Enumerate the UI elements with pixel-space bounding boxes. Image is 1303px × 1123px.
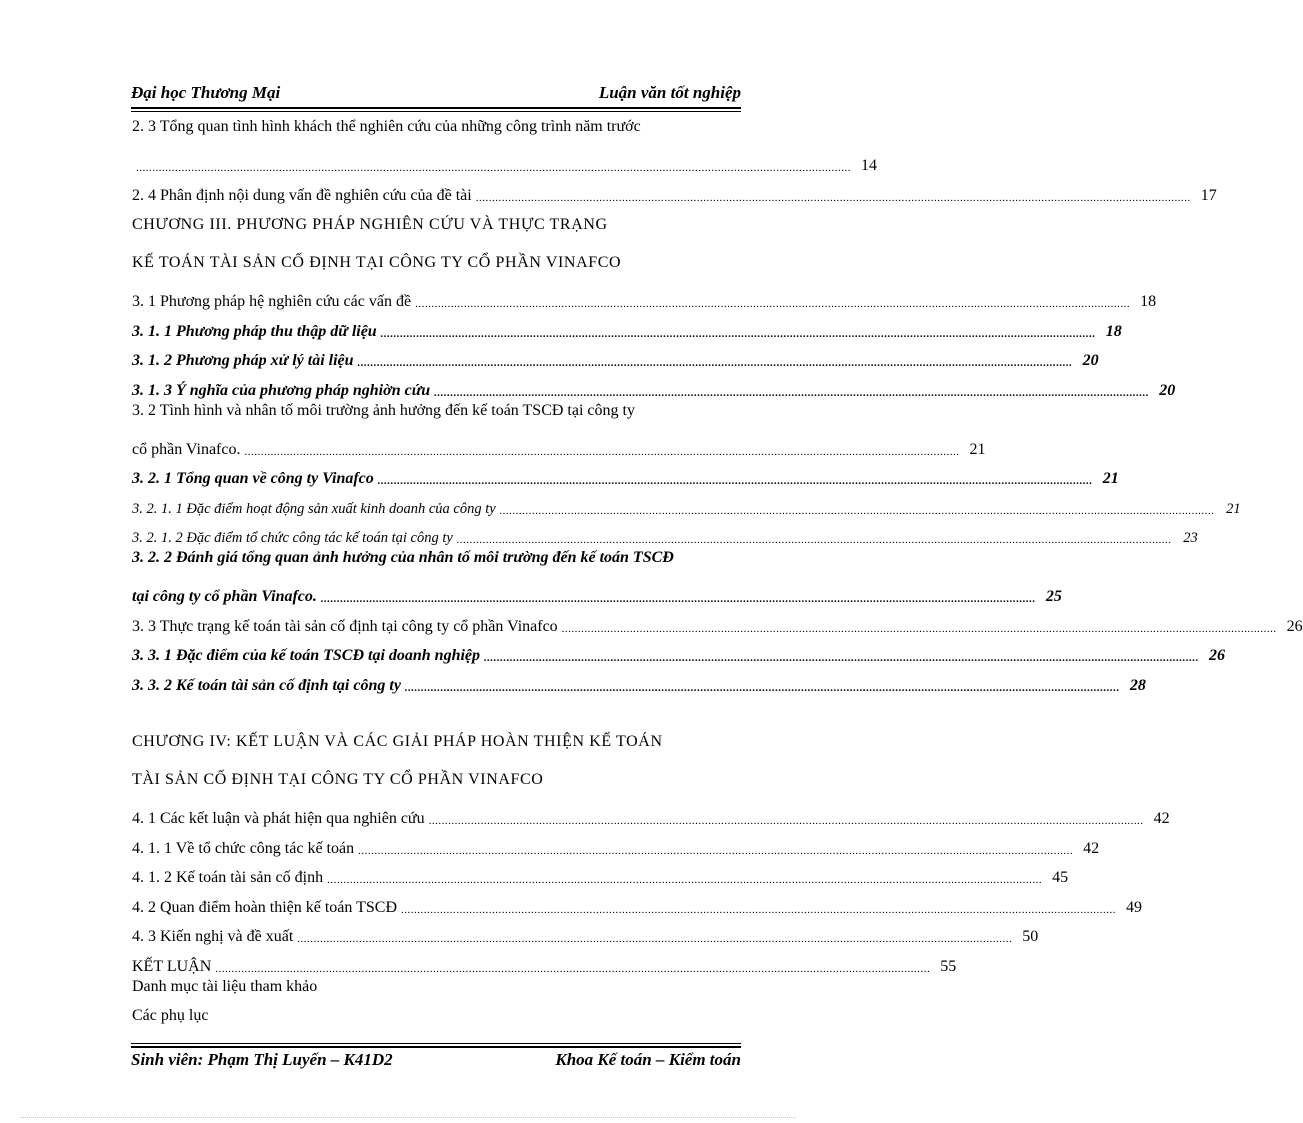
toc-entry xyxy=(132,283,1157,313)
toc-entry-title: 3. 3. 2 Kế toán tài sản cố định tại công ty xyxy=(132,676,401,694)
toc-entry xyxy=(132,548,735,578)
page-header xyxy=(131,80,741,108)
toc-entry xyxy=(132,519,1198,549)
toc-dot-leader: ............................................................................................................................................................................................................................ xyxy=(297,933,1013,945)
toc-entry-title: 3. 2. 1 Tổng quan về công ty Vinafco xyxy=(132,470,374,487)
toc-entry xyxy=(132,176,1217,206)
toc-entry-title: 3. 1. 1 Phương pháp thu thập dữ liệu xyxy=(132,322,377,340)
toc-entry-title: 2. 4 Phân định nội dung vấn đề nghiên cứu của đề tài xyxy=(132,186,472,204)
toc-entry-title: 3. 3. 1 Đặc điểm của kế toán TSCĐ tại doanh nghiệp xyxy=(132,647,481,664)
toc-dot-leader: ............................................................................................................................................................................................................................ xyxy=(380,327,1096,340)
toc-entry-title: 3. 2. 1. 1 Đặc điểm hoạt động sản xuất kinh doanh của công ty xyxy=(132,500,496,517)
toc-dot-leader: ............................................................................................................................................................................................................................ xyxy=(357,357,1073,369)
toc-page-number: 26 xyxy=(1286,617,1303,635)
toc-entry-title: 3. 3 Thực trạng kế toán tài sản cố định tại công ty cổ phần Vinafco xyxy=(132,617,558,635)
toc-page-number: 45 xyxy=(1052,869,1069,886)
toc-entry-title: 4. 2 Quan điểm hoàn thiện kế toán TSCĐ xyxy=(132,898,397,916)
toc-page-number: 21 xyxy=(1102,470,1119,487)
toc-entry xyxy=(132,430,986,460)
toc-entry xyxy=(132,637,1226,667)
toc-entry-title: 3. 1. 2 Phương pháp xử lý tài liệu xyxy=(132,352,354,369)
toc-dot-leader: ............................................................................................................................................................................................................................ xyxy=(136,162,851,174)
header-university: Đại học Thương Mại xyxy=(131,83,281,102)
toc-entry xyxy=(132,666,1146,696)
toc-entry xyxy=(132,147,877,177)
toc-page-number: 20 xyxy=(1159,381,1176,399)
toc-entry-title: 4. 1. 1 Về tổ chức công tác kế toán xyxy=(132,839,355,857)
page-bottom-dotted-border xyxy=(20,1117,796,1119)
toc-entry-title: 2. 3 Tổng quan tình hình khách thể nghiên cứu của những công trình năm trước xyxy=(132,118,641,135)
toc-page-number: 25 xyxy=(1045,588,1062,605)
toc-page-number: 20 xyxy=(1082,352,1099,369)
toc-entry xyxy=(132,1006,735,1036)
toc-dot-leader: ............................................................................................................................................................................................................................ xyxy=(327,874,1043,886)
toc-page-number: 42 xyxy=(1153,810,1170,827)
toc-entry xyxy=(132,888,1142,918)
toc-page-number: 18 xyxy=(1105,322,1122,340)
toc-dot-leader: ............................................................................................................................................................................................................................ xyxy=(434,386,1150,399)
toc-entry-title: 3. 1 Phương pháp hệ nghiên cứu các vấn đề xyxy=(132,293,412,310)
toc-entry-title: 3. 2. 1. 2 Đặc điểm tổ chức công tác kế toán tại công ty xyxy=(132,530,453,546)
toc-page-number: 49 xyxy=(1126,898,1142,916)
toc-page-number: 28 xyxy=(1129,676,1146,694)
toc-entry xyxy=(132,578,1062,608)
toc-page-number: 50 xyxy=(1022,928,1039,945)
toc-dot-leader: ............................................................................................................................................................................................................................ xyxy=(320,593,1036,605)
header-thesis-type: Luận văn tốt nghiệp xyxy=(598,83,741,102)
toc-dot-leader: ............................................................................................................................................................................................................................ xyxy=(499,504,1215,517)
toc-page-number: 55 xyxy=(940,957,957,975)
toc-entry-title: Các phụ lục xyxy=(132,1007,209,1024)
toc-entry-title: 3. 2. 2 Đánh giá tổng quan ảnh hưởng của nhân tố môi trường đến kế toán TSCĐ xyxy=(132,549,674,566)
toc-entry-title: Danh mục tài liệu tham khảo xyxy=(132,977,318,995)
toc-page-number: 18 xyxy=(1140,293,1157,310)
toc-entry-title: cổ phần Vinafco. xyxy=(132,440,241,458)
footer-student: Sinh viên: Phạm Thị Luyến – K41D2 xyxy=(131,1050,393,1069)
toc-page-number: 21 xyxy=(1226,500,1241,517)
toc-entry xyxy=(132,859,1069,889)
footer-department: Khoa Kế toán – Kiểm toán xyxy=(555,1050,741,1069)
toc-entry-title: CHƯƠNG IV: KẾT LUẬN VÀ CÁC GIẢI PHÁP HOÀN THIỆN KẾ TOÁN xyxy=(132,732,663,750)
toc-dot-leader: ............................................................................................................................................................................................................................ xyxy=(244,445,960,458)
toc-entry xyxy=(132,342,1099,372)
toc-entry xyxy=(132,723,735,762)
toc-page-number: 21 xyxy=(969,440,986,458)
toc-dot-leader: ............................................................................................................................................................................................................................ xyxy=(475,191,1191,204)
page-footer xyxy=(131,1050,741,1076)
toc-dot-leader: ............................................................................................................................................................................................................................ xyxy=(215,962,931,975)
toc-entry xyxy=(132,206,735,245)
toc-dot-leader: ............................................................................................................................................................................................................................ xyxy=(428,815,1144,827)
toc-dot-leader: ............................................................................................................................................................................................................................ xyxy=(404,681,1120,694)
toc-entry xyxy=(132,312,1122,342)
toc-entry xyxy=(132,489,1241,519)
footer-rule-thick xyxy=(131,1046,741,1048)
toc-entry-title: tại công ty cổ phần Vinafco. xyxy=(132,588,317,605)
toc-page-number: 42 xyxy=(1083,839,1100,857)
toc-entry xyxy=(132,117,735,147)
toc-dot-leader: ............................................................................................................................................................................................................................ xyxy=(377,475,1093,487)
toc-entry xyxy=(132,371,1176,401)
toc-dot-leader: ............................................................................................................................................................................................................................ xyxy=(456,534,1172,546)
toc-dot-leader: ............................................................................................................................................................................................................................ xyxy=(358,844,1074,857)
toc-entry-title: 3. 2 Tình hình và nhân tố môi trường ảnh hưởng đến kế toán TSCĐ tại công ty xyxy=(132,401,635,419)
toc-dot-leader: ............................................................................................................................................................................................................................ xyxy=(415,298,1131,310)
toc-page-number: 23 xyxy=(1183,530,1198,546)
toc-entry xyxy=(132,918,1039,948)
toc-entry-title: 4. 3 Kiến nghị và đề xuất xyxy=(132,928,294,945)
toc-entry xyxy=(132,401,735,431)
toc-entry-title: 4. 1. 2 Kế toán tài sản cố định xyxy=(132,869,324,886)
toc-dot-leader: ............................................................................................................................................................................................................................ xyxy=(484,652,1200,664)
toc-entry-title: 3. 1. 3 Ý nghĩa của phương pháp nghiờn cứu xyxy=(132,381,431,399)
toc-entry xyxy=(132,460,1119,490)
header-rule-thin xyxy=(131,111,741,112)
toc-entry xyxy=(132,977,735,1007)
header-rule-thick xyxy=(131,107,741,109)
toc-entry xyxy=(132,947,957,977)
toc-entry-title: CHƯƠNG III. PHƯƠNG PHÁP NGHIÊN CỨU VÀ THỰC TRẠNG xyxy=(132,215,608,233)
toc-dot-leader: ............................................................................................................................................................................................................................ xyxy=(561,622,1277,635)
toc-entry-title: TÀI SẢN CỐ ĐỊNH TẠI CÔNG TY CỔ PHẦN VINAFCO xyxy=(132,771,544,788)
toc-entry xyxy=(132,800,1170,830)
toc-entry xyxy=(132,607,1303,637)
toc-entry xyxy=(132,696,735,723)
toc-entry-title: KẾ TOÁN TÀI SẢN CỐ ĐỊNH TẠI CÔNG TY CỔ PHẦN VINAFCO xyxy=(132,254,622,271)
toc-entry xyxy=(132,829,1100,859)
toc-dot-leader: ............................................................................................................................................................................................................................ xyxy=(401,903,1116,916)
table-of-contents xyxy=(132,117,1303,1036)
toc-page-number: 14 xyxy=(861,157,877,174)
toc-page-number: 26 xyxy=(1209,647,1226,664)
toc-entry xyxy=(132,761,735,800)
toc-entry xyxy=(132,244,735,283)
toc-page-number: 17 xyxy=(1200,186,1217,204)
footer-rule-thin xyxy=(131,1043,741,1044)
toc-entry-title: KẾT LUẬN xyxy=(132,957,212,975)
toc-entry-title: 4. 1 Các kết luận và phát hiện qua nghiên cứu xyxy=(132,810,425,827)
